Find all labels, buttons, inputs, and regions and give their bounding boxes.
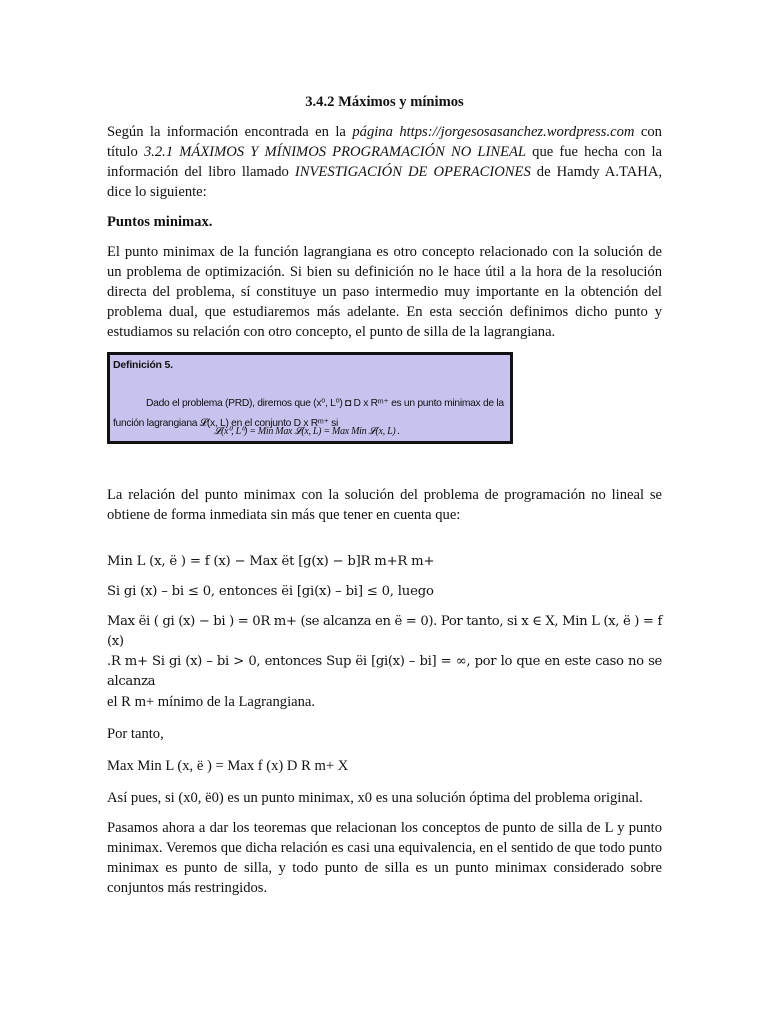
relation-paragraph: La relación del punto minimax con la solución del problema de programación no lineal se obtiene de forma inmediata sin más que tener en cuenta que: bbox=[107, 487, 662, 523]
por-tanto: Por tanto, bbox=[107, 726, 164, 742]
minimax-heading: Puntos minimax. bbox=[107, 214, 213, 230]
asi-paragraph: Así pues, si (x0, ë0) es un punto minimax, x0 es una solución óptima del problema original. bbox=[107, 790, 643, 806]
definition-formula: 𝓛(x⁰, L⁰) = Min Max 𝓛(x, L) = Max Min 𝓛(x, L) . bbox=[214, 426, 400, 437]
max-paragraph-line-2: .R m+ Si gi (x) – bi > 0, entonces Sup ëi [gi(x) – bi] = ∞, por lo que en este caso no se alcanza bbox=[107, 654, 662, 689]
formula-maxmin: Max Min L (x, ë ) = Max f (x) D R m+ X bbox=[107, 758, 349, 774]
max-paragraph-line-1: Max ëi ( gi (x) − bi ) = 0R m+ (se alcanza en ë = 0). Por tanto, si x ∈ X, Min L (x, ë ) = f (x) bbox=[107, 614, 662, 649]
definition-line-1: Dado el problema (PRD), diremos que (x⁰, L⁰) ◘ D x Rᵐ⁺ es un punto minimax de la bbox=[146, 398, 504, 409]
intro-text-1: Según la información encontrada en la bbox=[107, 124, 353, 140]
section-title: 3.4.2 Máximos y mínimos bbox=[305, 94, 464, 110]
document-page bbox=[107, 92, 662, 898]
definition-title: Definición 5. bbox=[113, 359, 173, 371]
max-paragraph-line-3: el R m+ mínimo de la Lagrangiana. bbox=[107, 694, 316, 710]
source-link[interactable]: página https://jorgesosasanchez.wordpress.com bbox=[352, 124, 635, 140]
intro-paragraph bbox=[107, 122, 662, 202]
source-title: 3.2.1 MÁXIMOS Y MÍNIMOS PROGRAMACIÓN NO LINEAL bbox=[143, 144, 527, 160]
book-title: INVESTIGACIÓN DE OPERACIONES bbox=[294, 164, 531, 180]
intro-text-4: de Hamdy A.TAHA, dice lo siguiente: bbox=[107, 164, 663, 200]
intro-text-3: que fue hecha con la información del libro llamado bbox=[107, 144, 662, 180]
minimax-paragraph: El punto minimax de la función lagrangiana es otro concepto relacionado con la solución de un problema de optimización. Si bien su definición no le hace útil a la hora de la resolución directa del problema, sí constituye un paso intermedio muy importante en la obtención del problema dual, que estudiaremos más adelante. En esta sección definimos dicho punto y estudiamos su relación con otro concepto, el punto de silla de la lagrangiana. bbox=[107, 244, 662, 340]
formula-min: Min L (x, ë ) = f (x) − Max ët [g(x) − b]R m+R m+ bbox=[107, 554, 435, 569]
formula-si: Si gi (x) – bi ≤ 0, entonces ëi [gi(x) – bi] ≤ 0, luego bbox=[107, 584, 434, 599]
definition-line-2: función lagrangiana 𝓛(x, L) en el conjunto D x Rᵐ⁺ si bbox=[113, 418, 338, 429]
intro-text-2: con título bbox=[107, 124, 662, 160]
final-paragraph: Pasamos ahora a dar los teoremas que relacionan los conceptos de punto de silla de L y punto minimax. Veremos que dicha relación es casi una equivalencia, en el sentido de que todo punto minimax es punto de silla, y todo punto de silla es un punto minimax considerado sobre conjuntos más restringidos. bbox=[107, 820, 662, 896]
